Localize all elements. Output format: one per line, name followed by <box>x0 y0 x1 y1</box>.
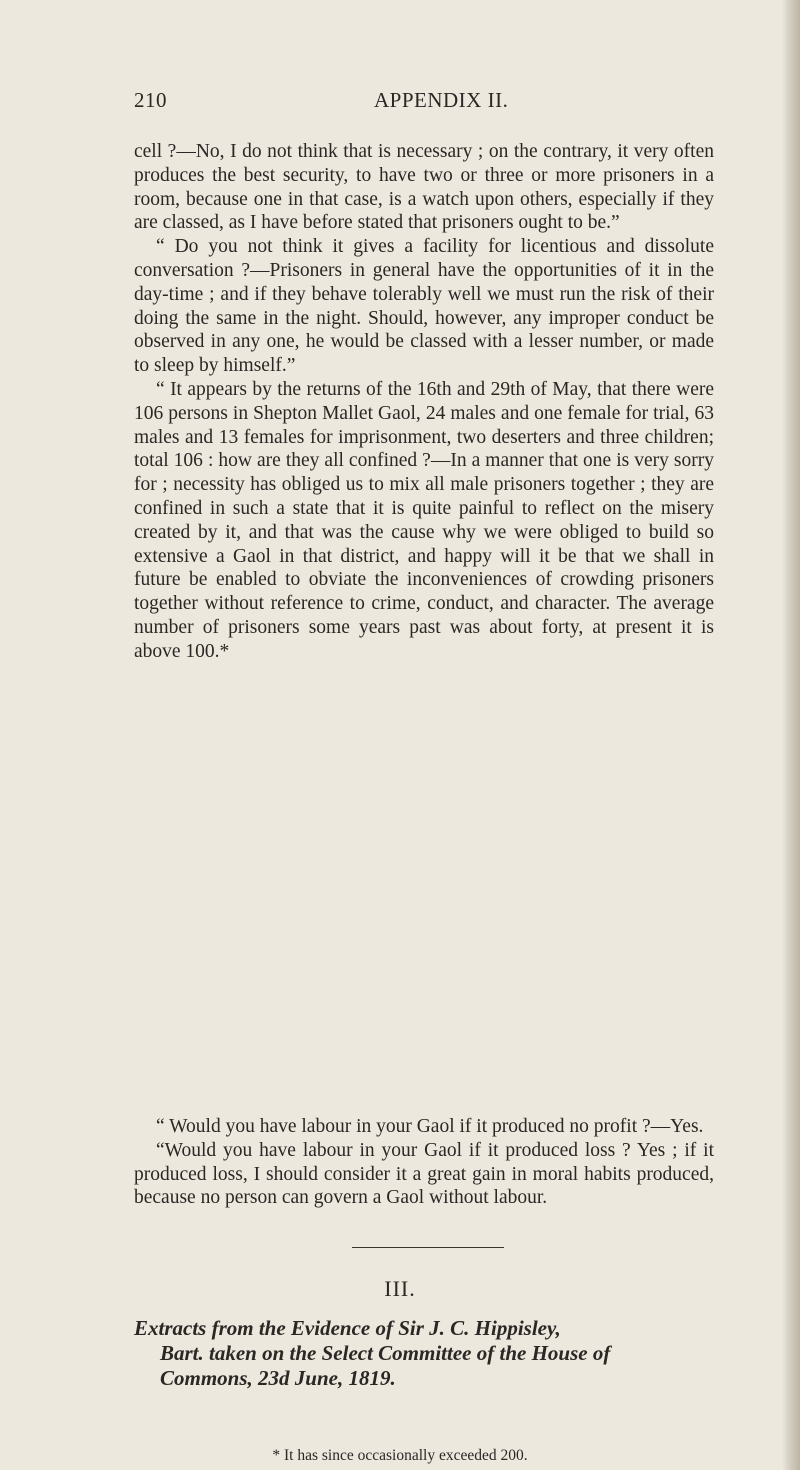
page-number: 210 <box>134 88 167 112</box>
page-edge-shadow <box>782 0 800 1470</box>
paragraph-1: cell ?—No, I do not think that is necessary ; on the contrary, it very often produces the best security, to have two or three or more prisoners in a room, because one in that case, is a watch upon others, especially if they are classed, as I have before stated that prisoners ought to be.” <box>134 141 714 234</box>
text-block-labour <box>134 1115 714 1210</box>
paragraph-5: “Would you have labour in your Gaol if it produced loss ? Yes ; if it produced loss, I should consider it a great gain in moral habits produced, because no person can govern a Gaol without labour. <box>134 1139 714 1209</box>
paragraph-4: “ Would you have labour in your Gaol if it produced no profit ?—Yes. <box>156 1116 704 1137</box>
text-block-upper <box>134 140 714 664</box>
paragraph-3: “ It appears by the returns of the 16th and 29th of May, that there were 106 persons in Shepton Mallet Gaol, 24 males and one female for trial, 63 males and 13 females for imprisonment, two deserters and three children; total 106 : how are they all confined ?—In a manner that one is very sorry for ; necessity has obliged us to mix all male prisoners together ; they are confined in such a state that it is quite painful to reflect on the misery created by it, and that was the cause why we were obliged to build so extensive a Gaol in that district, and happy will it be that we shall in future be enabled to obviate the inconveniences of crowding prisoners together without reference to crime, conduct, and character. The average number of prisoners some years past was about forty, at present it is above 100.* <box>134 378 714 662</box>
section-title-line-2: Bart. taken on the Select Committee of the House of <box>160 1341 611 1365</box>
section-title <box>134 1316 734 1391</box>
section-title-line-1: Extracts from the Evidence of Sir J. C. Hippisley, <box>134 1316 561 1340</box>
section-divider <box>352 1247 504 1248</box>
section-number: III. <box>384 1276 416 1301</box>
footnote: * It has since occasionally exceeded 200. <box>272 1447 528 1464</box>
paragraph-2: “ Do you not think it gives a facility for licentious and dissolute conversation ?—Prisoners in general have the opportunities of it in the day-time ; and if they behave tolerably well we must run the risk of their doing the same in the night. Should, however, any improper conduct be observed in any one, he would be classed with a lesser number, or made to sleep by himself.” <box>134 236 714 377</box>
section-title-line-3: Commons, 23d June, 1819. <box>160 1366 396 1390</box>
running-head: APPENDIX II. <box>374 88 509 112</box>
page-header <box>134 88 694 118</box>
